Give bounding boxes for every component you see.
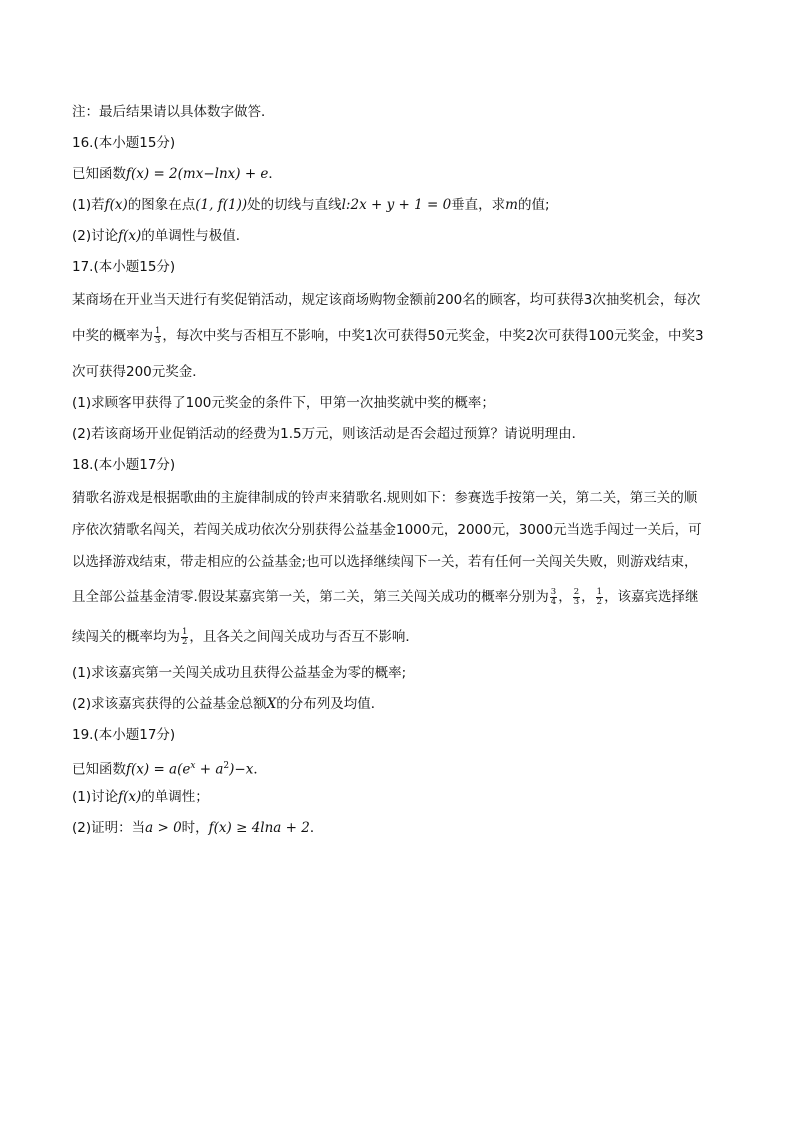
note-text: 注：最后结果请以具体数字做答． bbox=[72, 104, 275, 120]
fraction-one-half: $\frac{1}{2}$ bbox=[182, 626, 188, 647]
q18-line4: 且全部公益基金清零.假设某嘉宾第一关，第二关，第三关闯关成功的概率分别为 $\frac{3}{4}$ ， $\frac{2}{3}$ ， $\frac{1}{2}$ ，该嘉宾选择继 bbox=[72, 586, 699, 607]
fraction-three-quarters: $\frac{3}{4}$ bbox=[550, 586, 557, 607]
q16-part1: (1)若f(x)的图象在点(1, f(1))处的切线与直线l:2x + y + 1 = 0垂直，求m的值; bbox=[72, 197, 550, 213]
fraction-two-thirds: $\frac{2}{3}$ bbox=[573, 586, 580, 607]
q17-line1: 某商场在开业当天进行有奖促销活动，规定该商场购物金额前200名的顾客，均可获得3次抽奖机会，每次 bbox=[72, 292, 701, 308]
q18-part2: (2)求该嘉宾获得的公益基金总额X的分布列及均值． bbox=[72, 696, 385, 712]
q19-header: 19.(本小题17分) bbox=[72, 727, 176, 743]
fraction-one-half: $\frac{1}{2}$ bbox=[596, 586, 603, 607]
q17-part1: (1)求顾客甲获得了100元奖金的条件下，甲第一次抽奖就中奖的概率； bbox=[72, 395, 495, 411]
q19-part1: (1)讨论f(x)的单调性； bbox=[72, 789, 209, 805]
q18-line2: 序依次猜歌名闯关，若闯关成功依次分别获得公益基金1000元，2000元，3000元当选手闯过一关后，可 bbox=[72, 522, 702, 538]
q18-line3: 以选择游戏结束，带走相应的公益基金;也可以选择继续闯下一关，若有任何一关闯关失败，则游戏结束， bbox=[72, 554, 698, 570]
q18-header: 18.(本小题17分) bbox=[72, 457, 176, 473]
fraction-one-third: $\frac{1}{3}$ bbox=[155, 325, 161, 346]
q17-part2: (2)若该商场开业促销活动的经费为1.5万元，则该活动是否会超过预算？请说明理由． bbox=[72, 426, 586, 442]
q19-part2: (2)证明：当a > 0时，f(x) ≥ 4lna + 2． bbox=[72, 820, 324, 836]
q18-line1: 猜歌名游戏是根据歌曲的主旋律制成的铃声来猜歌名.规则如下：参赛选手按第一关，第二关，第三关的顺 bbox=[72, 490, 698, 506]
q16-stem: 已知函数f(x) = 2(mx−lnx) + e． bbox=[72, 166, 282, 182]
q17-line2: 中奖的概率为 $\frac{1}{3}$ ，每次中奖与否相互不影响，中奖1次可获得50元奖金，中奖2次可获得100元奖金，中奖3 bbox=[72, 325, 704, 346]
q19-stem: 已知函数$f(x) = a(e^x + a^2)-x$． bbox=[72, 761, 267, 778]
q18-line5: 续闯关的概率均为 $\frac{1}{2}$ ，且各关之间闯关成功与否互不影响． bbox=[72, 626, 419, 647]
q18-part1: (1)求该嘉宾第一关闯关成功且获得公益基金为零的概率; bbox=[72, 665, 407, 681]
q17-line3: 次可获得200元奖金． bbox=[72, 364, 206, 380]
q17-header: 17.(本小题15分) bbox=[72, 259, 176, 275]
q16-header: 16.(本小题15分) bbox=[72, 135, 176, 151]
q16-part2: (2)讨论f(x)的单调性与极值． bbox=[72, 228, 250, 244]
